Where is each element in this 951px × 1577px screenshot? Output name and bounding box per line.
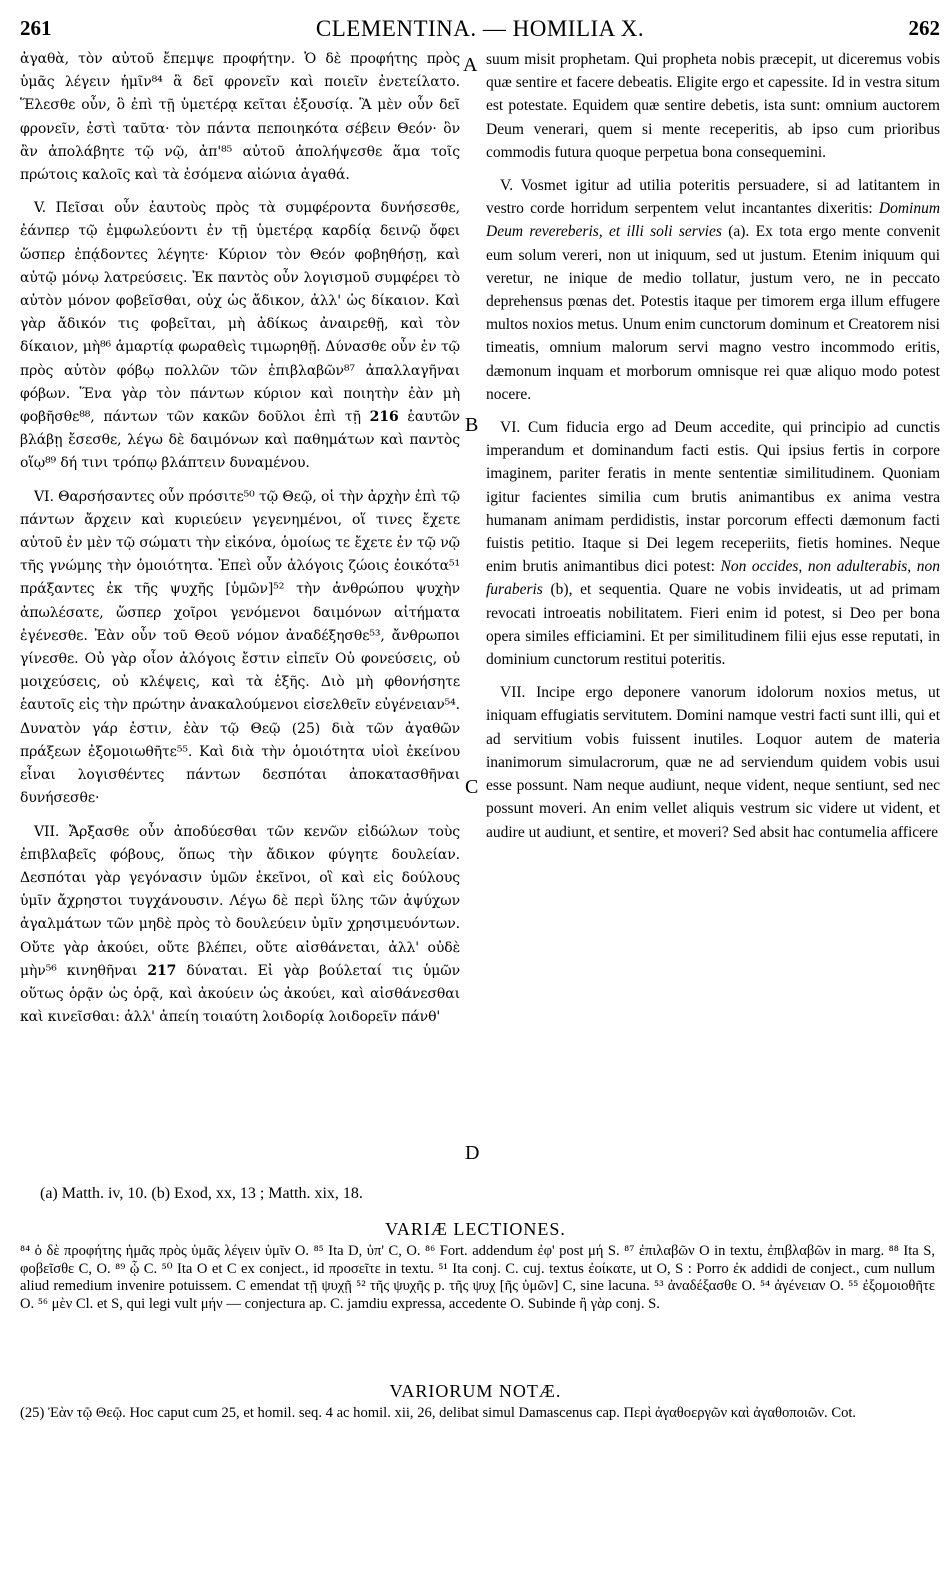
greek-column-page-number: 217 — [147, 962, 177, 979]
latin-paragraph-vii: VII. Incipe ergo deponere vanorum idolorum noxios metus, ut iniquam effugiatis servitutem. Domini namque vestri facti sunt illi, qui et ad servitium vobis fuissent inutiles. Loquor autem de materia inanimorum simulacrorum, quæ ne ad serviendum quidem vobis usui esse possunt. Nam neque audiunt, neque vident, neque sentiunt, sed nec possunt moveri. An enim vellet aliquis vestrum sic videre ut vident, et audire ut audiunt, et sentire, et moveri? Sed absit hac contumelia afficere — [486, 684, 940, 841]
variae-lectiones-text: ⁸⁴ ὁ δὲ προφήτης ἡμᾶς πρὸς ὑμᾶς λέγειν ὑμῖν O. ⁸⁵ Ita D, ὑπ' C, O. ⁸⁶ Fort. addendum ἐφ' post μή S. ⁸⁷ ἐπιλαβῶν O in textu, ἐπιβλαβῶν in marg. ⁸⁸ Ita S, φοβεῖσθε C, O. ⁸⁹ ᾧ C. ⁵⁰ Ita O et C ex conject., id προσεῖτε in textu. ⁵¹ Ita conj. C. cuj. textus ἐοίκατε, ut O, S : Porro ἐκ addidi de conject., cum nullum aliud remedium invenire potuissem. C emendat τῇ ψυχῇ ⁵² τῆς ψυχῆς p. τῆς ψυχ [ῆς ὑμῶν] C, sine lacuna. ⁵³ ἀναδέξασθε O. ⁵⁴ ἀγένειαν O. ⁵⁵ ἐξομοιοθῆτε O. ⁵⁶ μὲν Cl. et S, qui legi vult μήν — conjectura ap. C. jamdiu expressa, accedente O. Subinde ἢ γὰρ conj. S. — [20, 1243, 935, 1312]
margin-letter-b: B — [465, 414, 479, 436]
biblical-references: (a) Matth. iv, 10. (b) Exod, xx, 13 ; Matth. xix, 18. — [40, 1185, 363, 1202]
latin-paragraph-v — [486, 174, 940, 406]
latin-paragraph-1: suum misit prophetam. Qui propheta nobis præcepit, ut diceremus vobis quæ sentire et facere debeatis. Eligite ergo et capessite. Id in vestra situm est potestate. Equidem quæ sentire debetis, ista sunt: omnium auctorem Deum venerari, quem si mente receperitis, ab ipso cum prioribus commodis futura quoque perpetua bona consequemini. — [486, 51, 940, 161]
running-title: CLEMENTINA. — HOMILIA X. — [315, 16, 645, 41]
variae-lectiones-title: VARIÆ LECTIONES. — [385, 1219, 566, 1239]
greek-paragraph-vii-text: VII. Ἄρξασθε οὖν ἀποδύεσθαι τῶν κενῶν εἰδώλων τοὺς ἐπιβλαβεῖς φόβους, ὅπως τὴν ἄδικον φύγητε δουλείαν. Δεσπόται γὰρ γεγόνασιν ὑμῶν ἐκεῖνοι, οἳ καὶ εἰς δούλους ὑμῖν ἄχρηστοι τυγχάνουσιν. Λέγω δὲ περὶ ὕλης τῶν ἀψύχων ἀγαλμάτων τῶν μηδὲ πρὸς τὸ δουλεύειν ὑμῖν χρησιμευόντων. Οὔτε γὰρ ἀκούει, οὔτε βλέπει, οὔτε αἰσθάνεται, ἀλλ' οὐδὲ μὴν⁵⁶ κινηθῆναι — [20, 823, 460, 979]
greek-paragraph-vii-end: δύναται. Εἰ γὰρ βούλεταί τις ὑμῶν οὕτως ὁρᾷν ὡς ὁρᾷ, καὶ ἀκούειν ὡς ἀκούει, καὶ αἰσθάνεσθαι καὶ κινεῖσθαι: ἀλλ' ἀπείη τοιαύτη λοιδορίᾳ λοιδορεῖν πάνθ' — [20, 962, 460, 1026]
variorum-notae-text: (25) Ἐὰν τῷ Θεῷ. Hoc caput cum 25, et homil. seq. 4 ac homil. xii, 26, delibat simul Damascenus cap. Περὶ ἀγαθοεργῶν καὶ ἀγαθοποιῶν. Cot. — [20, 1405, 857, 1421]
margin-letter-a: A — [463, 54, 478, 76]
margin-letter-c: C — [465, 776, 479, 798]
page-number-right: 262 — [908, 16, 940, 40]
latin-paragraph-v-text: V. Vosmet igitur ad utilia poteritis persuadere, si ad latitantem in vestro corde horridum serpentem velut incantantes dixeritis: — [486, 177, 940, 218]
latin-paragraph-vi-text: VI. Cum fiducia ergo ad Deum accedite, qui principio ad cunctis imperandum et dominandum facti estis. Qui ipsius fertis in corpore imaginem, pariter feratis in mente sententiæ similitudinem. Quoniam igitur facientes similia cum brutis animantibus ex anima vestra humanam animam perdidistis, instar porcorum effecti dæmonum facti fuistis petitio. Itaque si Dei legem receperiits, fietis homines. Neque enim brutis animantibus dici potest: — [486, 419, 940, 576]
greek-column — [20, 48, 460, 1039]
margin-letter-d: D — [465, 1142, 480, 1164]
page-number-left: 261 — [20, 16, 52, 40]
page-header — [20, 16, 940, 46]
latin-quotation: Dominum Deum revereberis, et illi soli servies — [486, 200, 941, 241]
latin-paragraph-vi-rest: (b), et sequentia. Quare ne vobis invideatis, ut ad primam revocati introeatis nobilitatem. Fieri enim id potest, si Deo per bona opera similes efficiamini. Et per similitudinem filii ejus esse reputati, in dominium cunctorum restitui poteritis. — [486, 581, 940, 669]
greek-paragraph-vii — [20, 821, 460, 1030]
greek-paragraph-v — [20, 197, 460, 475]
latin-paragraph-v-rest: (a). Ex tota ergo mente convenit eum solum vereri, non ut iniquum, sed ut justum. Etenim iniquum qui veretur, ne inique de medio tollatur, justum vero, ne in peccato deprehensus pœnas det. Potestis itaque per timorem erga illum effugere multos noxios metus. Unum enim cunctorum dominum et Creatorem nisi timeatis, omnium malorum servi magno vestro incommodo eritis, dæmonum inquam et morborum omnisque rei quæ aliquo modo potest nocere. — [486, 223, 940, 403]
greek-paragraph-vi: VI. Θαρσήσαντες οὖν πρόσιτε⁵⁰ τῷ Θεῷ, οἱ τὴν ἀρχὴν ἐπὶ τῷ πάντων ἄρχειν καὶ κυριεύειν γεγενημένοι, οἵ τινες ἔχετε αὐτοῦ ἐν μὲν τῷ σώματι τὴν εἰκόνα, ὁμοίως τε ἔχετε ἐν τῷ νῷ τῆς γνώμης τὴν ὁμοιότητα. Ἐπεὶ οὖν ἀλόγοις ζώοις ἐοικότα⁵¹ πράξαντες ἐκ τῆς ψυχῆς [ὑμῶν]⁵² τὴν ἀνθρώπου ψυχὴν ἀπωλέσατε, ὥσπερ χοῖροι γενόμενοι δαιμόνων αἰτήματα ἐγένεσθε. Ἐὰν οὖν τοῦ Θεοῦ νόμον ἀναδέξησθε⁵³, ἄνθρωποι γίνεσθε. Οὐ γὰρ οἷον ἀλόγοις ἔστιν εἰπεῖν Οὐ φονεύσεις, οὐ μοιχεύσεις, οὐ κλέψεις, καὶ τὰ ἑξῆς. Διὸ μὴ φθονήσητε ἑαυτοῖς εἰς τὴν πρώτην ἀνακαλούμενοι εἰσελθεῖν εὐγένειαν⁵⁴. Δυνατὸν γάρ ἐστιν, ἐὰν τῷ Θεῷ (25) διὰ τῶν ἀγαθῶν πράξεων ἐξομοιωθῆτε⁵⁵. Καὶ διὰ τὴν ὁμοιότητα υἱοὶ ἐκείνου εἶναι λογισθέντες πάντων δεσπόται ἀποκατασθῆναι δυνήσεσθε· — [20, 488, 460, 807]
variorum-notae-title: VARIORUM NOTÆ. — [389, 1381, 562, 1401]
latin-column — [486, 48, 940, 854]
greek-column-page-number: 216 — [369, 409, 399, 426]
greek-paragraph-1: ἀγαθὰ, τὸν αὐτοῦ ἔπεμψε προφήτην. Ὁ δὲ προφήτης πρὸς ὑμᾶς λέγειν ἡμῖν⁸⁴ ἃ δεῖ φρονεῖν καὶ ποιεῖν ἐνετείλατο. Ἕλεσθε οὖν, ὃ ἐπὶ τῇ ὑμετέρᾳ κεῖται ἐξουσίᾳ. Ἃ μὲν οὖν δεῖ φρονεῖν, ἐστὶ ταῦτα· τὸν πάντα πεποιηκότα σέβειν Θεόν· ὃν ἂν ἀπολάβητε τῷ νῷ, ἀπ'⁸⁵ αὐτοῦ ἀπολήψεσθε ἅμα τοῖς πρώτοις καλοῖς καὶ τὰ ἐσόμενα αἰώνια ἀγαθά. — [20, 51, 460, 184]
greek-paragraph-v-text: V. Πεῖσαι οὖν ἑαυτοὺς πρὸς τὰ συμφέροντα δυνήσεσθε, ἐάνπερ τῷ ἐμφωλεύοντι ἐν τῇ ὑμετέρᾳ καρδίᾳ δεινῷ ὄφει ὥσπερ ἐπᾴδοντες λέγητε· Κύριον τὸν Θεόν φοβηθήσῃ, καὶ αὐτῷ μόνῳ λατρεύσεις. Ἐκ παντὸς οὖν λογισμοῦ συμφέρει τὸ αὐτὸν μόνον φοβεῖσθαι, οὐχ ὡς ἄδικον, ἀλλ' ὡς δίκαιον. Καὶ γὰρ ἄδικόν τις φοβεῖται, μὴ ἀδίκως ἀναιρεθῇ, καὶ τὸν δίκαιον, μὴ⁸⁶ ἁμαρτίᾳ φωραθεὶς τιμωρηθῇ. Δύνασθε οὖν ἐν τῷ πρὸς αὐτὸν φόβῳ πολλῶν τῶν ἐπιβλαβῶν⁸⁷ ἀπαλλαγῆναι φόβων. Ἕνα γὰρ τὸν πάντων κύριον καὶ ποιητὴν ἐὰν μὴ φοβῆσθε⁸⁸, πάντων τῶν κακῶν δοῦλοι ἐπὶ τῇ — [20, 200, 460, 426]
latin-paragraph-vi — [486, 416, 940, 671]
latin-quotation: Non occides, non adulterabis, non furaberis — [486, 558, 940, 599]
greek-paragraph-v-end: ἑαυτῶν βλάβῃ ἔσεσθε, λέγω δὲ δαιμόνων καὶ παθημάτων καὶ παντὸς οἵῳ⁸⁹ δή τινι τρόπῳ βλάπτειν δυναμένου. — [20, 409, 460, 472]
